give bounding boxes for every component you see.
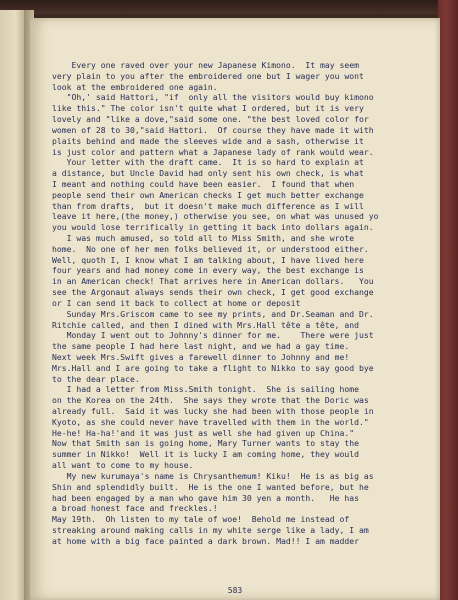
text-line: Sunday Mrs.Griscom came to see my prints, and Dr.Seaman and Dr. [52, 308, 374, 319]
text-line: "Oh,' said Hattori, "if only all the visitors would buy kimono [52, 92, 374, 103]
text-line: May 19th. Oh listen to my tale of woe! Behold me instead of [52, 514, 350, 525]
text-line: very plain to you after the embroidered one but I wager you wont [52, 70, 364, 81]
typed-letter-text [52, 60, 436, 547]
text-line: Every one raved over your new Japanese Kimono. It may seem [52, 60, 359, 70]
text-line: I was much amused, so told all to Miss Smith, and she wrote [52, 233, 355, 243]
text-line: on the Korea on the 24th. She says they wrote that the Doric was [52, 395, 369, 406]
book-cover-edge [438, 0, 458, 600]
text-line: or I can send it back to collect at home or deposit [52, 297, 301, 308]
text-line: summer in Nikko! Well it is lucky I am coming home, they would [52, 449, 359, 460]
text-line: a broad honest face and freckles.! [52, 503, 218, 514]
text-line: Monday I went out to Johnny's dinner for me. There were just [52, 330, 374, 341]
text-line: to the dear place. [52, 373, 140, 384]
text-line: in an American check! That arrives here in American dollars. You [52, 276, 374, 287]
text-line: Kyoto, as she could never have travelled with them in the world." [52, 416, 369, 427]
text-line: see the Argonaut always sends their own check, I get good exchange [52, 287, 374, 298]
text-line: Ritchie called, and then I dined with Mrs.Hall tête a tête, and [52, 319, 359, 330]
text-line: streaking around making calls in my white serge like a lady, I am [52, 524, 369, 535]
text-line: already full. Said it was lucky she had been with those people in [52, 406, 374, 416]
text-line: I had a letter from Miss.Smith tonight. She is sailing home [52, 384, 359, 395]
letter-page [30, 18, 440, 600]
text-line: than from drafts, but it doesn't make much difference as I will [52, 200, 364, 211]
text-line: is just color and pattern what a Japanese lady of rank would wear. [52, 146, 374, 157]
text-line: I meant and nothing could have been easier. I found that when [52, 178, 355, 189]
text-line: like this." The color isn't quite what I ordered, but it is very [52, 103, 364, 114]
text-line: leave it here,(the money,) otherwise you see, on what was unused yo [52, 211, 379, 222]
text-line: Your letter with the draft came. It is so hard to explain at [52, 157, 364, 168]
text-line: Shin and splendidly built. He is the one I wanted before, but he [52, 481, 369, 492]
text-line: you would lose terrifically in getting it back into dollars again. [52, 222, 374, 233]
text-line: a distance, but Uncle David had only sent his own check, is what [52, 168, 364, 179]
facing-page-edge [0, 10, 26, 600]
text-line: women of 28 to 30,"said Hattori. Of course they have made it with [52, 124, 374, 135]
text-line: Well, quoth I, I know what I am talking about, I have lived here [52, 254, 364, 265]
book-cover-top [0, 0, 458, 14]
text-line: Mrs.Hall and I are going to take a flight to Nikko to say good bye [52, 362, 374, 373]
text-line: lovely and "like a dove,"said some one. "the best loved color for [52, 114, 369, 125]
text-line: four years and had money come in every way, the best exchange is [52, 265, 364, 276]
text-line: My new kurumaya's name is Chrysanthemum! Kiku! He is as big as [52, 470, 374, 481]
text-line: Next week Mrs.Swift gives a farewell dinner to Johnny and me! [52, 351, 350, 362]
text-line: Now that Smith san is going home, Mary Turner wants to stay the [52, 438, 359, 449]
text-line: all want to come to my house. [52, 460, 194, 471]
text-line: plaits behind and made the sleeves wide and a sash, otherwise it [52, 135, 364, 146]
text-line: He-he! Ha-ha!'and it was just as well she had given up China." [52, 427, 355, 438]
text-line: home. No one of her men folks believed it, or understood either. [52, 243, 369, 254]
text-line: the same people I had here last night, and we had a gay time. [52, 341, 350, 352]
text-line: people send their own American checks I get much better exchange [52, 189, 364, 200]
text-line: had been engaged by a man who gave him 30 yen a month. He has [52, 492, 359, 503]
text-line: look at the embroidered one again. [52, 81, 218, 92]
text-line: at home with a big face painted a dark brown. Mad!! I am madder [52, 535, 359, 546]
page-number: 583 [227, 586, 243, 595]
